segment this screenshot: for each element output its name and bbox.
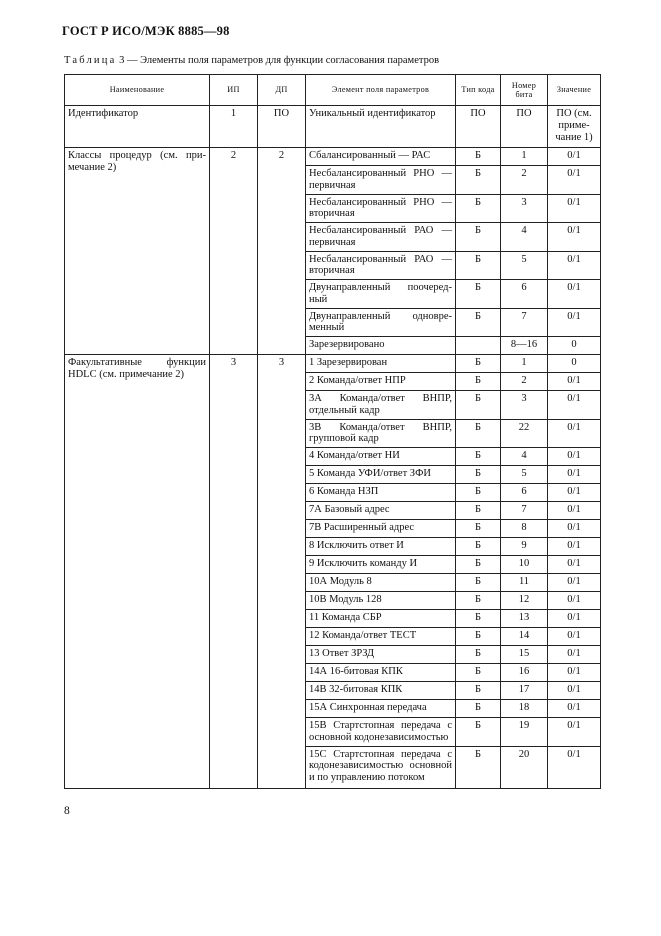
bit-number-cell: 6: [501, 280, 548, 309]
value-cell: 0/1: [548, 746, 601, 788]
code-type-cell: Б: [456, 574, 501, 592]
bit-number-cell: 10: [501, 556, 548, 574]
value-cell: 0/1: [548, 484, 601, 502]
element-cell: Несбалансированный РАО — вторичная: [306, 251, 456, 280]
code-type-cell: Б: [456, 538, 501, 556]
bit-number-cell: 3: [501, 391, 548, 420]
bit-number-cell: 17: [501, 682, 548, 700]
element-cell: 4 Команда/ответ НИ: [306, 448, 456, 466]
table-caption-prefix: Таблица: [64, 55, 117, 66]
bit-number-cell: 19: [501, 718, 548, 747]
element-cell: 2 Команда/ответ НПР: [306, 373, 456, 391]
value-cell: 0/1: [548, 574, 601, 592]
value-cell: 0/1: [548, 610, 601, 628]
value-cell: 0/1: [548, 628, 601, 646]
parameters-table: [64, 74, 601, 789]
code-type-cell: Б: [456, 502, 501, 520]
element-cell: 14А 16-битовая КПК: [306, 664, 456, 682]
value-cell: ПО (см. примечание 1): [548, 106, 601, 148]
group-ip-cell: 1: [210, 106, 258, 148]
element-cell: 12 Команда/ответ ТЕСТ: [306, 628, 456, 646]
element-cell: 15В Стартстопная передача с основной кодонезависимостью: [306, 718, 456, 747]
element-cell: Уникальный идентификатор: [306, 106, 456, 148]
element-cell: 1 Зарезервирован: [306, 355, 456, 373]
value-cell: 0: [548, 337, 601, 355]
code-type-cell: Б: [456, 484, 501, 502]
element-cell: 5 Команда УФИ/ответ ЗФИ: [306, 466, 456, 484]
value-cell: 0/1: [548, 664, 601, 682]
element-cell: 7В Расширенный адрес: [306, 520, 456, 538]
code-type-cell: Б: [456, 419, 501, 448]
group-ip-cell: 3: [210, 355, 258, 789]
code-type-cell: Б: [456, 308, 501, 337]
value-cell: 0/1: [548, 148, 601, 166]
col-header-element: Элемент поля параметров: [306, 75, 456, 106]
value-cell: 0/1: [548, 419, 601, 448]
element-cell: Несбалансированный РНО — первичная: [306, 166, 456, 195]
group-dp-cell: ПО: [258, 106, 306, 148]
group-ip-cell: 2: [210, 148, 258, 355]
element-cell: Несбалансированный РАО — первичная: [306, 223, 456, 252]
code-type-cell: Б: [456, 700, 501, 718]
value-cell: 0/1: [548, 682, 601, 700]
group-name-cell: Идентификатор: [65, 106, 210, 148]
value-cell: 0/1: [548, 391, 601, 420]
group-dp-cell: 3: [258, 355, 306, 789]
value-cell: 0/1: [548, 308, 601, 337]
bit-number-cell: 8—16: [501, 337, 548, 355]
element-cell: Сбалансированный — РАС: [306, 148, 456, 166]
bit-number-cell: 1: [501, 148, 548, 166]
bit-number-cell: 4: [501, 448, 548, 466]
value-cell: 0/1: [548, 718, 601, 747]
bit-number-cell: 3: [501, 194, 548, 223]
element-cell: 3А Команда/ответ ВНПР, отдельный кадр: [306, 391, 456, 420]
element-cell: 8 Исключить ответ И: [306, 538, 456, 556]
code-type-cell: Б: [456, 355, 501, 373]
value-cell: 0/1: [548, 166, 601, 195]
bit-number-cell: 18: [501, 700, 548, 718]
bit-number-cell: 12: [501, 592, 548, 610]
col-header-code-type: Тип кода: [456, 75, 501, 106]
element-cell: 3В Команда/ответ ВНПР, групповой кадр: [306, 419, 456, 448]
bit-number-cell: 9: [501, 538, 548, 556]
code-type-cell: ПО: [456, 106, 501, 148]
group-name-cell: Факультативные функции HDLC (см. примечание 2): [65, 355, 210, 789]
table-row: [65, 355, 601, 373]
code-type-cell: Б: [456, 251, 501, 280]
table-caption: [64, 55, 439, 66]
code-type-cell: [456, 337, 501, 355]
element-cell: 10А Модуль 8: [306, 574, 456, 592]
value-cell: 0/1: [548, 280, 601, 309]
bit-number-cell: 20: [501, 746, 548, 788]
bit-number-cell: 2: [501, 373, 548, 391]
code-type-cell: Б: [456, 592, 501, 610]
value-cell: 0: [548, 355, 601, 373]
code-type-cell: Б: [456, 223, 501, 252]
bit-number-cell: 7: [501, 308, 548, 337]
code-type-cell: Б: [456, 682, 501, 700]
value-cell: 0/1: [548, 700, 601, 718]
bit-number-cell: 5: [501, 251, 548, 280]
element-cell: Двунаправленный одновременный: [306, 308, 456, 337]
col-header-dp: ДП: [258, 75, 306, 106]
value-cell: 0/1: [548, 646, 601, 664]
bit-number-cell: ПО: [501, 106, 548, 148]
element-cell: Зарезервировано: [306, 337, 456, 355]
bit-number-cell: 5: [501, 466, 548, 484]
bit-number-cell: 4: [501, 223, 548, 252]
value-cell: 0/1: [548, 592, 601, 610]
group-name-cell: Классы процедур (см. примечание 2): [65, 148, 210, 355]
table-header-row: [65, 75, 601, 106]
code-type-cell: Б: [456, 556, 501, 574]
table-row: [65, 106, 601, 148]
element-cell: 9 Исключить команду И: [306, 556, 456, 574]
code-type-cell: Б: [456, 520, 501, 538]
table-row: [65, 148, 601, 166]
element-cell: 10В Модуль 128: [306, 592, 456, 610]
bit-number-cell: 11: [501, 574, 548, 592]
element-cell: Несбалансированный РНО — вторичная: [306, 194, 456, 223]
value-cell: 0/1: [548, 223, 601, 252]
element-cell: 13 Ответ ЗРЗД: [306, 646, 456, 664]
bit-number-cell: 7: [501, 502, 548, 520]
element-cell: 15С Стартстопная передача с кодонезависимостью основной и по управлению потоком: [306, 746, 456, 788]
bit-number-cell: 8: [501, 520, 548, 538]
bit-number-cell: 14: [501, 628, 548, 646]
code-type-cell: Б: [456, 373, 501, 391]
bit-number-cell: 16: [501, 664, 548, 682]
value-cell: 0/1: [548, 556, 601, 574]
code-type-cell: Б: [456, 746, 501, 788]
bit-number-cell: 13: [501, 610, 548, 628]
col-header-ip: ИП: [210, 75, 258, 106]
table-caption-text: 3 — Элементы поля параметров для функции согласования параметров: [116, 55, 440, 66]
code-type-cell: Б: [456, 391, 501, 420]
value-cell: 0/1: [548, 502, 601, 520]
col-header-name: Наименование: [65, 75, 210, 106]
element-cell: 11 Команда СБР: [306, 610, 456, 628]
code-type-cell: Б: [456, 166, 501, 195]
code-type-cell: Б: [456, 466, 501, 484]
code-type-cell: Б: [456, 448, 501, 466]
group-dp-cell: 2: [258, 148, 306, 355]
element-cell: Двунаправленный поочередный: [306, 280, 456, 309]
code-type-cell: Б: [456, 664, 501, 682]
document-header: ГОСТ Р ИСО/МЭК 8885—98: [62, 24, 230, 38]
element-cell: 14В 32-битовая КПК: [306, 682, 456, 700]
bit-number-cell: 2: [501, 166, 548, 195]
element-cell: 7А Базовый адрес: [306, 502, 456, 520]
value-cell: 0/1: [548, 251, 601, 280]
page-number: 8: [64, 805, 70, 817]
code-type-cell: Б: [456, 148, 501, 166]
code-type-cell: Б: [456, 718, 501, 747]
value-cell: 0/1: [548, 194, 601, 223]
col-header-value: Значение: [548, 75, 601, 106]
value-cell: 0/1: [548, 466, 601, 484]
bit-number-cell: 6: [501, 484, 548, 502]
element-cell: 15А Синхронная передача: [306, 700, 456, 718]
code-type-cell: Б: [456, 280, 501, 309]
bit-number-cell: 22: [501, 419, 548, 448]
code-type-cell: Б: [456, 610, 501, 628]
code-type-cell: Б: [456, 628, 501, 646]
code-type-cell: Б: [456, 194, 501, 223]
bit-number-cell: 15: [501, 646, 548, 664]
element-cell: 6 Команда НЗП: [306, 484, 456, 502]
value-cell: 0/1: [548, 520, 601, 538]
value-cell: 0/1: [548, 448, 601, 466]
col-header-bit-number: Номер бита: [501, 75, 548, 106]
code-type-cell: Б: [456, 646, 501, 664]
value-cell: 0/1: [548, 373, 601, 391]
bit-number-cell: 1: [501, 355, 548, 373]
value-cell: 0/1: [548, 538, 601, 556]
